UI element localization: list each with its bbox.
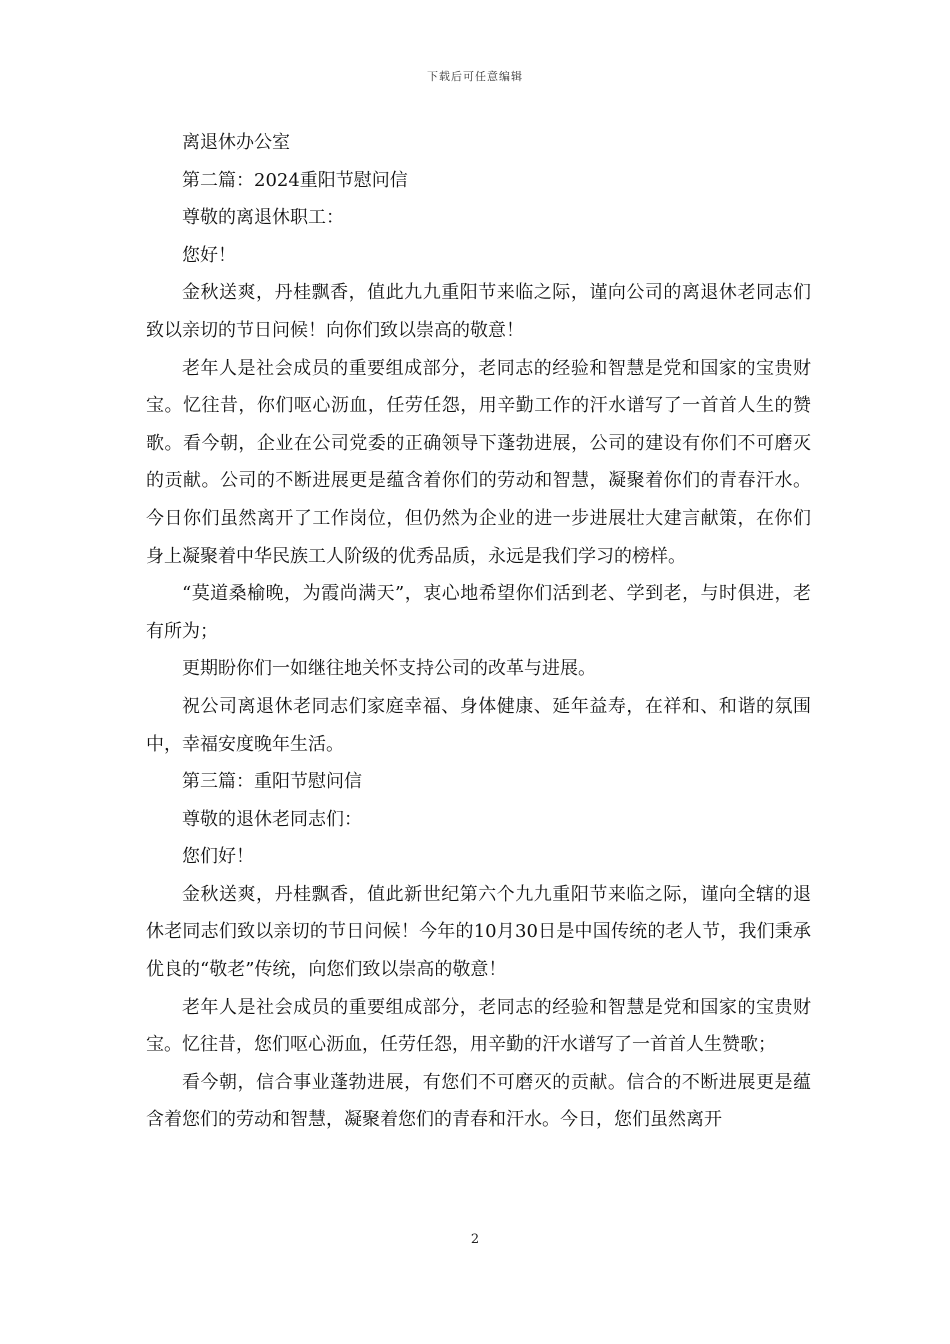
body-paragraph: “莫道桑榆晚，为霞尚满天”，衷心地希望你们活到老、学到老，与时俱进，老有所为； [146, 583, 811, 642]
body-paragraph: 老年人是社会成员的重要组成部分，老同志的经验和智慧是党和国家的宝贵财宝。忆往昔，你们呕心沥血，任劳任怨，用辛勤工作的汗水谱写了一首首人生的赞歌。看今朝，企业在公司党委的正确领导下蓬勃进展，公司的建设有你们不可磨灭的贡献。公司的不断进展更是蕴含着你们的劳动和智慧，凝聚着你们的青春汗水。今日你们虽然离开了工作岗位，但仍然为企业的进一步进展壮大建言献策，在你们身上凝聚着中华民族工人阶级的优秀品质，永远是我们学习的榜样。 [146, 357, 811, 567]
body-paragraph: 老年人是社会成员的重要组成部分，老同志的经验和智慧是党和国家的宝贵财宝。忆往昔，您们呕心沥血，任劳任怨，用辛勤的汗水谱写了一首首人生赞歌； [146, 996, 811, 1056]
greeting: 您们好！ [182, 846, 254, 868]
body-paragraph: 看今朝，信合事业蓬勃进展，有您们不可磨灭的贡献。信合的不断进展更是蕴含着您们的劳动和智慧，凝聚着您们的青春和汗水。今日，您们虽然离开 [146, 1071, 811, 1131]
greeting: 您好！ [182, 244, 236, 266]
section-title-3: 第三篇：重阳节慰问信 [182, 771, 362, 793]
salutation: 尊敬的退休老同志们： [182, 808, 362, 830]
page-header: 下载后可任意编辑 [427, 70, 523, 83]
body-paragraph: 金秋送爽，丹桂飘香，值此九九重阳节来临之际，谨向公司的离退休老同志们致以亲切的节日问候！向你们致以崇高的敬意！ [146, 282, 811, 341]
document-body [146, 124, 811, 1139]
body-paragraph: 金秋送爽，丹桂飘香，值此新世纪第六个九九重阳节来临之际，谨向全辖的退休老同志们致以亲切的节日问候！今年的10月30日是中国传统的老人节，我们秉承优良的“敬老”传统，向您们致以崇高的敬意！ [146, 883, 811, 981]
body-paragraph: 更期盼你们一如继往地关怀支持公司的改革与进展。 [182, 658, 596, 680]
page-number: 2 [470, 1232, 480, 1247]
salutation: 尊敬的离退休职工： [182, 207, 344, 229]
section-title-2: 第二篇：2024重阳节慰问信 [182, 169, 408, 191]
office-signature: 离退休办公室 [182, 132, 290, 153]
body-paragraph: 祝公司离退休老同志们家庭幸福、身体健康、延年益寿，在祥和、和谐的氛围中，幸福安度晚年生活。 [146, 695, 811, 755]
